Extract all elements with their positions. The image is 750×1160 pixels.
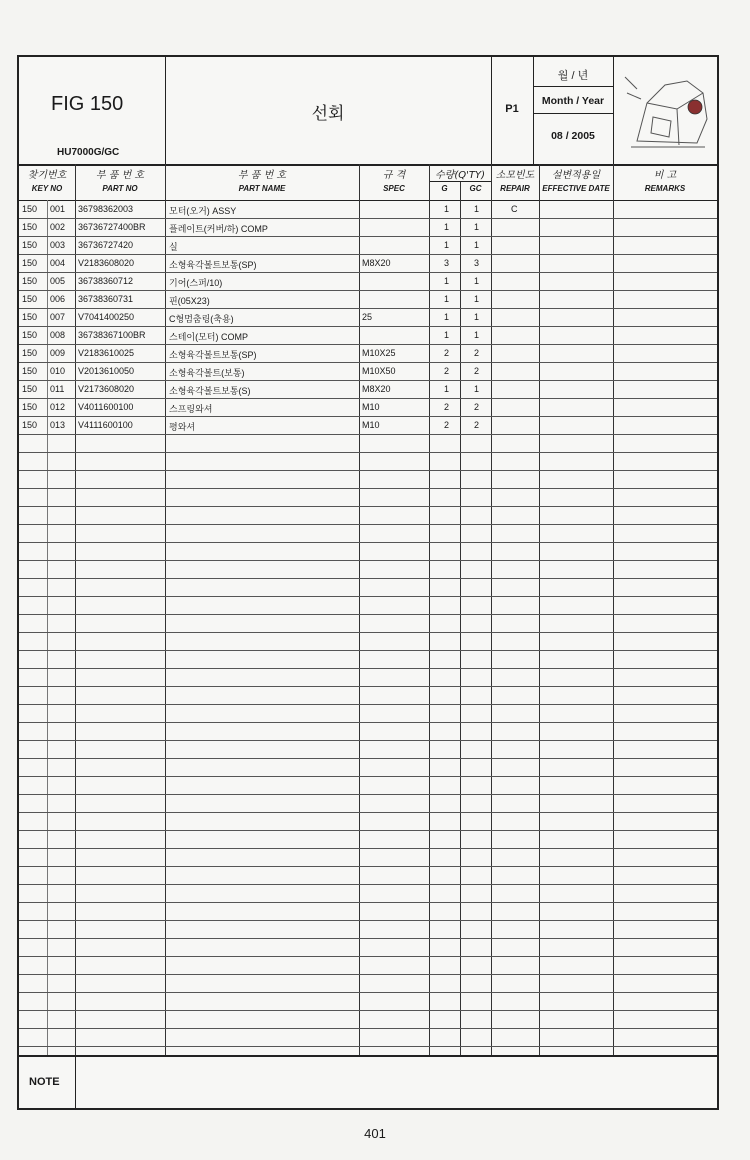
page-number: 401	[364, 1126, 386, 1141]
cell-key: 007	[50, 312, 66, 322]
col-remarks-kr: 비 고	[653, 170, 677, 181]
cell-name: 소형육각볼트(보통)	[169, 368, 245, 378]
cell-key: 001	[50, 204, 66, 214]
cell-part-no: V4111600100	[78, 420, 133, 430]
col-partno-en: PART NO	[102, 184, 138, 193]
grid-line	[19, 578, 717, 579]
cell-fig: 150	[22, 276, 38, 286]
cell-key: 012	[50, 402, 66, 412]
cell-spec: M10X50	[362, 366, 396, 376]
grid-line	[19, 704, 717, 705]
table-row	[19, 200, 717, 218]
cell-part-no: 36738360731	[78, 294, 134, 304]
cell-key: 002	[50, 222, 66, 232]
note-label: NOTE	[29, 1076, 60, 1088]
grid-line	[19, 506, 717, 507]
machine-thumbnail-image	[617, 63, 715, 159]
cell-fig: 150	[22, 330, 38, 340]
note-section	[19, 1055, 717, 1110]
table-row	[19, 344, 717, 362]
cell-fig: 150	[22, 348, 38, 358]
col-name-kr: 부 품 번 호	[237, 170, 287, 181]
grid-line	[19, 740, 717, 741]
grid-line	[19, 650, 717, 651]
month-year-label-kr: 월 / 년	[557, 70, 589, 82]
cell-part-no: 36738367100BR	[78, 330, 146, 340]
grid-line	[19, 488, 717, 489]
cell-part-no: V7041400250	[78, 312, 135, 322]
table-row	[19, 236, 717, 254]
cell-gc: 2	[474, 348, 480, 358]
cell-part-no: 36736727400BR	[78, 222, 146, 232]
cell-part-no: V2013610050	[78, 366, 135, 376]
table-row	[19, 254, 717, 272]
cell-name: 평와셔	[169, 422, 196, 432]
table-row	[19, 380, 717, 398]
grid-line	[19, 668, 717, 669]
cell-fig: 150	[22, 402, 38, 412]
cell-gc: 1	[474, 240, 480, 250]
cell-fig: 150	[22, 384, 38, 394]
cell-g: 1	[444, 294, 450, 304]
grid-line	[19, 614, 717, 615]
header-block	[19, 57, 717, 166]
cell-g: 2	[444, 348, 450, 358]
grid-line	[19, 794, 717, 795]
grid-line	[19, 470, 717, 471]
cell-g: 1	[444, 312, 450, 322]
cell-spec: 25	[362, 312, 373, 322]
cell-g: 1	[444, 384, 450, 394]
cell-part-no: V2173608020	[78, 384, 135, 394]
table-row	[19, 290, 717, 308]
grid-line	[19, 1010, 717, 1011]
cell-gc: 1	[474, 276, 480, 286]
grid-line	[19, 884, 717, 885]
col-remarks-en: REMARKS	[644, 184, 686, 193]
cell-fig: 150	[22, 240, 38, 250]
grid-line	[19, 992, 717, 993]
col-key-kr: 찾기번호	[27, 170, 67, 181]
grid-line	[19, 524, 717, 525]
cell-key: 004	[50, 258, 66, 268]
grid-line	[19, 542, 717, 543]
grid-line	[19, 956, 717, 957]
col-effective-kr: 설변적용일	[551, 170, 601, 181]
cell-g: 1	[444, 240, 450, 250]
grid-line	[19, 974, 717, 975]
grid-line	[19, 596, 717, 597]
cell-part-no: V2183608020	[78, 258, 135, 268]
cell-gc: 1	[474, 294, 480, 304]
cell-gc: 1	[474, 204, 480, 214]
cell-key: 011	[50, 384, 65, 394]
cell-key: 009	[50, 348, 66, 358]
col-qty-gc: GC	[469, 184, 482, 193]
cell-repair: C	[511, 204, 518, 214]
cell-gc: 1	[474, 222, 480, 232]
cell-name: 소형육각볼트보통(SP)	[169, 350, 257, 360]
cell-name: 스프링와셔	[169, 404, 213, 414]
table-row	[19, 308, 717, 326]
cell-spec: M10	[362, 420, 380, 430]
col-qty-kr: 수량(Q'TY)	[435, 170, 485, 181]
cell-g: 2	[444, 402, 450, 412]
cell-fig: 150	[22, 366, 38, 376]
grid-line	[19, 812, 717, 813]
grid-line	[19, 830, 717, 831]
grid-line	[19, 848, 717, 849]
table-row	[19, 272, 717, 290]
cell-key: 013	[50, 420, 66, 430]
cell-name: C형멈춤링(축용)	[169, 314, 234, 324]
cell-part-no: V4011600100	[78, 402, 134, 412]
col-repair-kr: 소모빈도	[495, 170, 535, 181]
col-effective-en: EFFECTIVE DATE	[542, 184, 610, 193]
page-code: P1	[505, 103, 519, 115]
cell-g: 1	[444, 330, 450, 340]
cell-key: 010	[50, 366, 66, 376]
cell-part-no: 36738360712	[78, 276, 134, 286]
cell-fig: 150	[22, 222, 38, 232]
table-row	[19, 362, 717, 380]
cell-spec: M8X20	[362, 258, 391, 268]
cell-name: 플레이트(커버/하) COMP	[169, 224, 268, 234]
cell-name: 실	[169, 242, 178, 252]
header-rule	[533, 113, 613, 114]
col-name-en: PART NAME	[238, 184, 286, 193]
table-row	[19, 416, 717, 434]
cell-fig: 150	[22, 294, 38, 304]
fig-number: FIG 150	[51, 93, 124, 115]
grid-line	[19, 434, 717, 435]
table-row	[19, 218, 717, 236]
cell-fig: 150	[22, 420, 38, 430]
table-row	[19, 326, 717, 344]
grid-line	[19, 1028, 717, 1029]
cell-gc: 1	[474, 384, 480, 394]
cell-g: 1	[444, 276, 450, 286]
month-year-value: 08 / 2005	[551, 130, 595, 142]
col-partno-kr: 부 품 번 호	[95, 170, 145, 181]
cell-spec: M10X25	[362, 348, 396, 358]
grid-line	[19, 452, 717, 453]
cell-name: 모터(오거) ASSY	[169, 206, 237, 216]
cell-g: 3	[444, 258, 450, 268]
cell-spec: M10	[362, 402, 380, 412]
cell-part-no: 36736727420	[78, 240, 134, 250]
grid-line	[19, 938, 717, 939]
month-year-label-en: Month / Year	[541, 95, 605, 107]
grid-line	[19, 722, 717, 723]
header-rule	[533, 86, 613, 87]
cell-g: 2	[444, 366, 450, 376]
cell-key: 008	[50, 330, 66, 340]
grid-line	[19, 560, 717, 561]
page-title: 선회	[311, 104, 345, 124]
cell-name: 소형육각볼트보통(S)	[169, 386, 251, 396]
cell-spec: M8X20	[362, 384, 391, 394]
grid-line	[19, 686, 717, 687]
col-qty-g: G	[441, 184, 448, 193]
grid-line	[19, 1046, 717, 1047]
note-divider	[75, 1057, 76, 1110]
cell-key: 005	[50, 276, 66, 286]
col-spec-kr: 규 격	[382, 170, 406, 181]
cell-key: 006	[50, 294, 66, 304]
cell-g: 1	[444, 204, 450, 214]
cell-name: 기어(스퍼/10)	[169, 278, 223, 288]
cell-gc: 2	[474, 402, 480, 412]
cell-fig: 150	[22, 204, 38, 214]
grid-line	[19, 866, 717, 867]
grid-line	[19, 758, 717, 759]
model-name: HU7000G/GC	[57, 147, 120, 158]
cell-gc: 1	[474, 312, 480, 322]
cell-name: 스테이(모터) COMP	[169, 332, 248, 342]
grid-line	[19, 776, 717, 777]
col-spec-en: SPEC	[383, 184, 405, 193]
col-key-en: KEY NO	[31, 184, 63, 193]
cell-name: 소형육각볼트보통(SP)	[169, 260, 257, 270]
cell-gc: 1	[474, 330, 480, 340]
cell-key: 003	[50, 240, 66, 250]
cell-part-no: V2183610025	[78, 348, 135, 358]
cell-name: 핀(05X23)	[169, 296, 210, 306]
header-divider	[613, 57, 614, 164]
cell-fig: 150	[22, 312, 38, 322]
cell-g: 2	[444, 420, 450, 430]
cell-fig: 150	[22, 258, 38, 268]
table-row	[19, 398, 717, 416]
cell-gc: 3	[474, 258, 480, 268]
cell-g: 1	[444, 222, 450, 232]
parts-list-sheet	[17, 55, 719, 1110]
grid-line	[19, 920, 717, 921]
cell-gc: 2	[474, 420, 480, 430]
cell-gc: 2	[474, 366, 480, 376]
cell-part-no: 36798362003	[78, 204, 134, 214]
grid-line	[19, 902, 717, 903]
col-repair-en: REPAIR	[500, 184, 530, 193]
grid-line	[19, 632, 717, 633]
